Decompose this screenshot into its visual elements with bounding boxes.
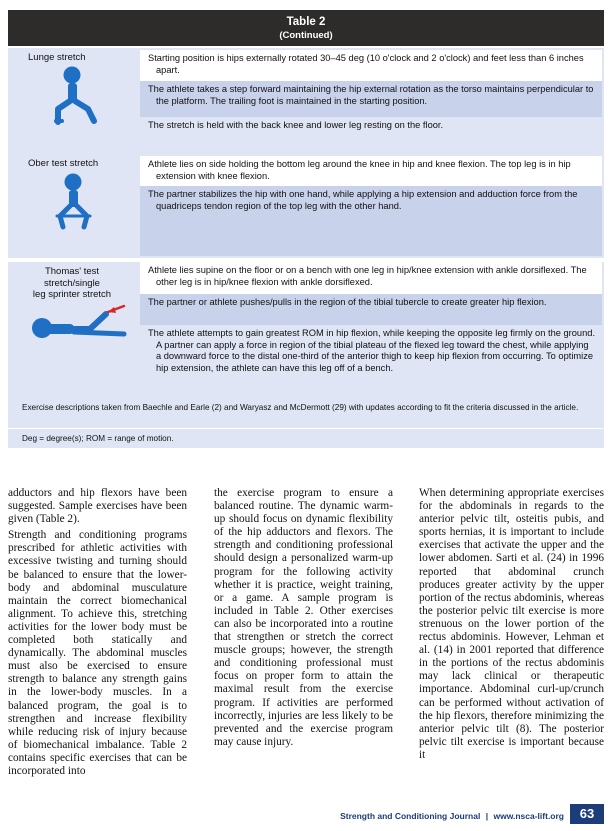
exercise-descriptions: [140, 262, 602, 399]
description-cell: The partner or athlete pushes/pulls in the region of the tibial tubercle to create greater hip flexion.: [140, 294, 602, 325]
journal-name: Strength and Conditioning Journal: [340, 811, 481, 821]
exercise-name-line: leg sprinter stretch: [32, 289, 112, 300]
page-number: 63: [570, 804, 604, 824]
description-cell: The stretch is held with the back knee and lower leg resting on the floor.: [140, 117, 602, 152]
paragraph: Strength and conditioning programs prescribed for athletic activities with excessive twisting and turning should be balanced to ensure that the lower-body and abdominal musculature maintain the correct biomechanical alignment. To achieve this, stretching activities for the lower body must be completed both statically and dynamically. The abdominal muscles must also be exercised to ensure strength to balance any strength gains in the lower-body muscles. In a balanced program, the goal is to strengthen and increase flexibility while reducing risk of injury because of biomechanical imbalance. Table 2 contains specific exercises that can be incorporated into: [8, 529, 187, 777]
exercise-name: Lunge stretch: [28, 52, 86, 63]
table-note: Exercise descriptions taken from Baechle and Earle (2) and Waryasz and McDermott (29) with updates according to fit the criteria discussed in the article.: [8, 399, 604, 428]
table-abbreviations: Deg = degree(s); ROM = range of motion.: [8, 429, 604, 448]
body-column-1: [8, 487, 187, 781]
table-title: Table 2: [286, 16, 326, 28]
body-column-3: [419, 487, 604, 765]
exercise-name-line: Thomas' test: [44, 266, 100, 277]
paragraph: the exercise program to ensure a balanced routine. The dynamic warm-up should focus on dynamic flexibility of the hip adductors and flexors. The strength and conditioning professional should design a personalized warm-up program for the following activity whether it is practice, weight training, or a game. A sample program is included in Table 2. Other exercises can also be incorporated into a routine that strengthen or stretch the correct muscle groups; however, the strength and conditioning professional must focus on proper form to attain the maximal result from the exercise program. If activities are performed incorrectly, injuries are less likely to be prevented and the exercise program may cause injury.: [214, 487, 393, 748]
exercise-row-lunge: [8, 48, 604, 154]
exercise-row-thomas: [8, 262, 604, 399]
table-header: [8, 10, 604, 46]
exercise-descriptions: [140, 154, 602, 258]
ober-test-stretch-figure: [54, 172, 94, 230]
exercise-name-line: stretch/single: [44, 277, 100, 289]
lunge-stretch-figure: [48, 65, 98, 125]
footer-separator: |: [485, 811, 489, 821]
paragraph: adductors and hip flexors have been suggested. Sample exercises have been given (Table 2).: [8, 487, 187, 526]
exercise-name: Ober test stretch: [28, 158, 99, 169]
body-column-2: [214, 487, 393, 752]
footer-journal: [334, 811, 564, 821]
thomas-test-stretch-figure: [24, 304, 136, 344]
table-subtitle: (Continued): [279, 30, 333, 41]
description-cell: The athlete attempts to gain greatest ROM in hip flexion, while keeping the opposite leg firmly on the ground. A partner can apply a force in region of the tibial plateau of the flexed leg toward the chest, while applying a downward force to the distal one-third of the anterior thigh to keep hip flexion from occurring. To optimize hip extension, the athlete can have this leg off of a bench.: [140, 325, 602, 399]
description-cell: Athlete lies supine on the floor or on a bench with one leg in hip/knee extension with ankle dorsiflexed. The other leg is in hip/knee flexion with ankle dorsiflexed.: [140, 262, 602, 294]
journal-url[interactable]: www.nsca-lift.org: [493, 811, 564, 821]
description-cell: Starting position is hips externally rotated 30–45 deg (10 o'clock and 2 o'clock) and feet less than 6 inches apart.: [140, 50, 602, 81]
exercise-descriptions: [140, 48, 602, 154]
description-cell: The athlete takes a step forward maintaining the hip external rotation as the torso maintains perpendicular to the platform. The trailing foot is maintained in the starting position.: [140, 81, 602, 117]
exercise-row-ober: [8, 154, 604, 258]
description-cell: Athlete lies on side holding the bottom leg around the knee in hip and knee flexion. The top leg is in hip extension with knee flexion.: [140, 156, 602, 186]
description-cell: The partner stabilizes the hip with one hand, while applying a hip extension and adduction force from the quadriceps tendon region of the top leg with the other hand.: [140, 186, 602, 256]
paragraph: When determining appropriate exercises for the abdominals in regards to the anterior pelvic tilt, osteitis pubis, and sports hernias, it is important to include exercises that activate the upper and the lower abdomen. Sarti et al. (24) in 1996 reported that abdominal crunch produces greater activity by the upper portion of the rectus abdominis, whereas the posterior pelvic tilt exercise is more strenuous on the lower portion of the rectus abdominis. However, Lehman et al. (14) in 2001 reported that difference in the portions of the rectus abdominis may lack clinical or therapeutic importance. Abdominal curl-up/crunch can be performed without activation of the hip flexors, therefore minimizing the anterior pelvic tilt (8). The posterior pelvic tilt exercise is important because it: [419, 487, 604, 761]
